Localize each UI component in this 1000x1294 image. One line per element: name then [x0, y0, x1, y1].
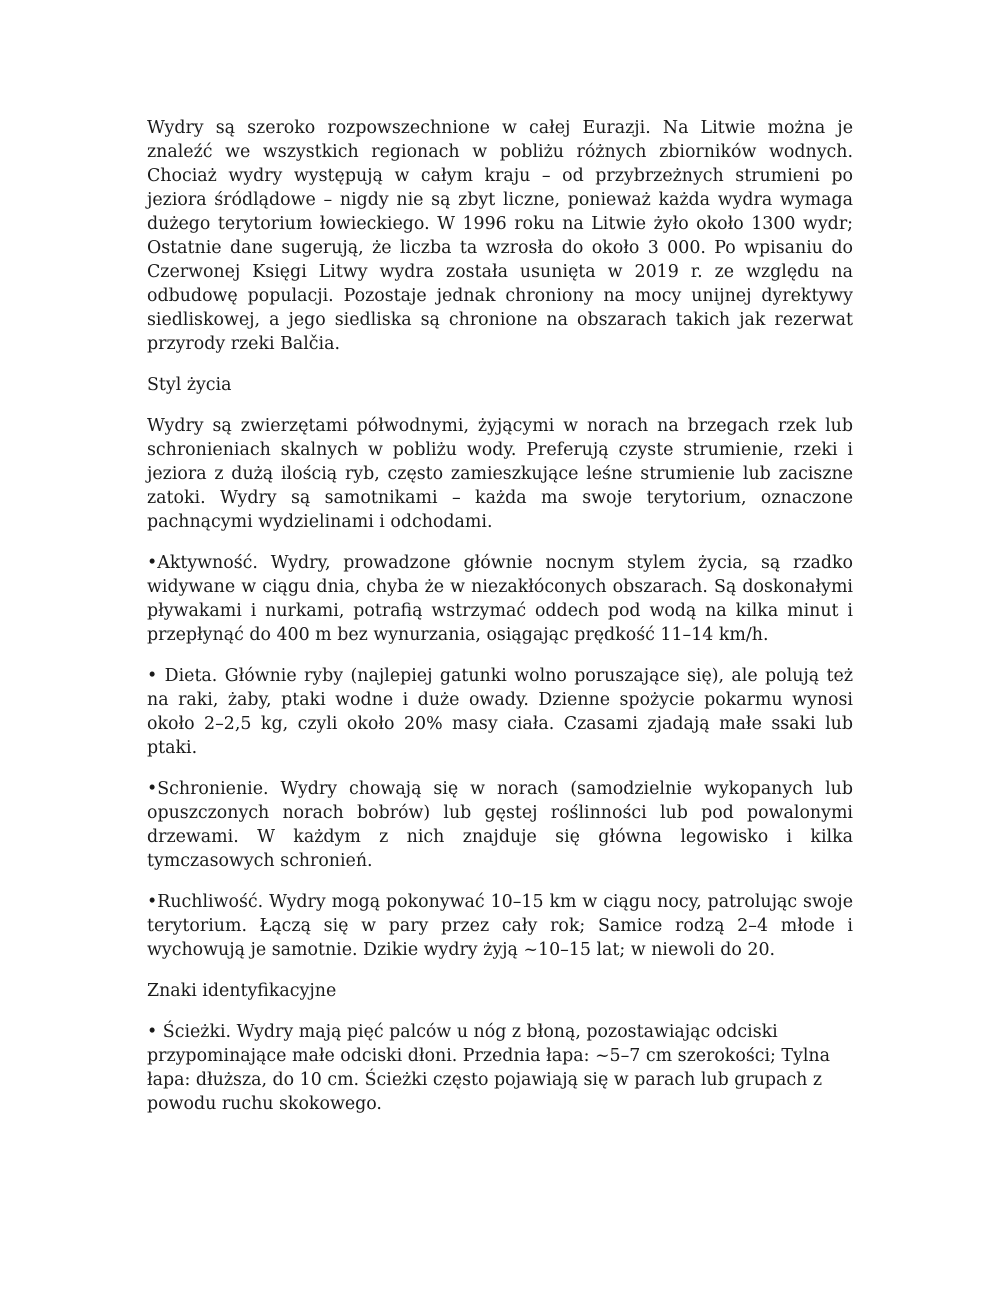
bullet-shelter: •Schronienie. Wydry chowają się w norach (samodzielnie wykopanych lub opuszczonych norach bobrów) lub gęstej roślinności lub pod powalonymi drzewami. W każdym z nich znajduje się główna legowisko i kilka tymczasowych schronień.: [147, 779, 853, 871]
document-page: [147, 116, 853, 1133]
bullet-diet: • Dieta. Głównie ryby (najlepiej gatunki wolno poruszające się), ale polują też na raki, żaby, ptaki wodne i duże owady. Dzienne spożycie pokarmu wynosi około 2–2,5 kg, czyli około 20% masy ciała. Czasami zjadają małe ssaki lub ptaki.: [147, 666, 853, 758]
bullet-activity: •Aktywność. Wydry, prowadzone głównie nocnym stylem życia, są rzadko widywane w ciągu dnia, chyba że w niezakłóconych obszarach. Są doskonałymi pływakami i nurkami, potrafią wstrzymać oddech pod wodą na kilka minut i przepłynąć do 400 m bez wynurzania, osiągając prędkość 11–14 km/h.: [147, 553, 853, 645]
intro-paragraph: Wydry są szeroko rozpowszechnione w całej Eurazji. Na Litwie można je znaleźć we wszystkich regionach w pobliżu różnych zbiorników wodnych. Chociaż wydry występują w całym kraju – od przybrzeżnych strumieni po jeziora śródlądowe – nigdy nie są zbyt liczne, ponieważ każda wydra wymaga dużego terytorium łowieckiego. W 1996 roku na Litwie żyło około 1300 wydr; Ostatnie dane sugerują, że liczba ta wzrosła do około 3 000. Po wpisaniu do Czerwonej Księgi Litwy wydra została usunięta w 2019 r. ze względu na odbudowę populacji. Pozostaje jednak chroniony na mocy unijnej dyrektywy siedliskowej, a jego siedliska są chronione na obszarach takich jak rezerwat przyrody rzeki Balčia.: [147, 118, 853, 354]
section-heading-identification: Znaki identyfikacyjne: [147, 981, 337, 1001]
lifestyle-paragraph: Wydry są zwierzętami półwodnymi, żyjącymi w norach na brzegach rzek lub schronieniach skalnych w pobliżu wody. Preferują czyste strumienie, rzeki i jeziora z dużą ilością ryb, często zamieszkujące leśne strumienie lub zaciszne zatoki. Wydry są samotnikami – każda ma swoje terytorium, oznaczone pachnącymi wydzielinami i odchodami.: [147, 416, 853, 532]
bullet-mobility: •Ruchliwość. Wydry mogą pokonywać 10–15 km w ciągu nocy, patrolując swoje terytorium. Łączą się w pary przez cały rok; Samice rodzą 2–4 młode i wychowują je samotnie. Dzikie wydry żyją ~10–15 lat; w niewoli do 20.: [147, 892, 853, 960]
section-heading-lifestyle: Styl życia: [147, 375, 232, 395]
bullet-tracks: • Ścieżki. Wydry mają pięć palców u nóg z błoną, pozostawiając odciski przypominające małe odciski dłoni. Przednia łapa: ~5–7 cm szerokości; Tylna łapa: dłuższa, do 10 cm. Ścieżki często pojawiają się w parach lub grupach z powodu ruchu skokowego.: [147, 1022, 830, 1114]
